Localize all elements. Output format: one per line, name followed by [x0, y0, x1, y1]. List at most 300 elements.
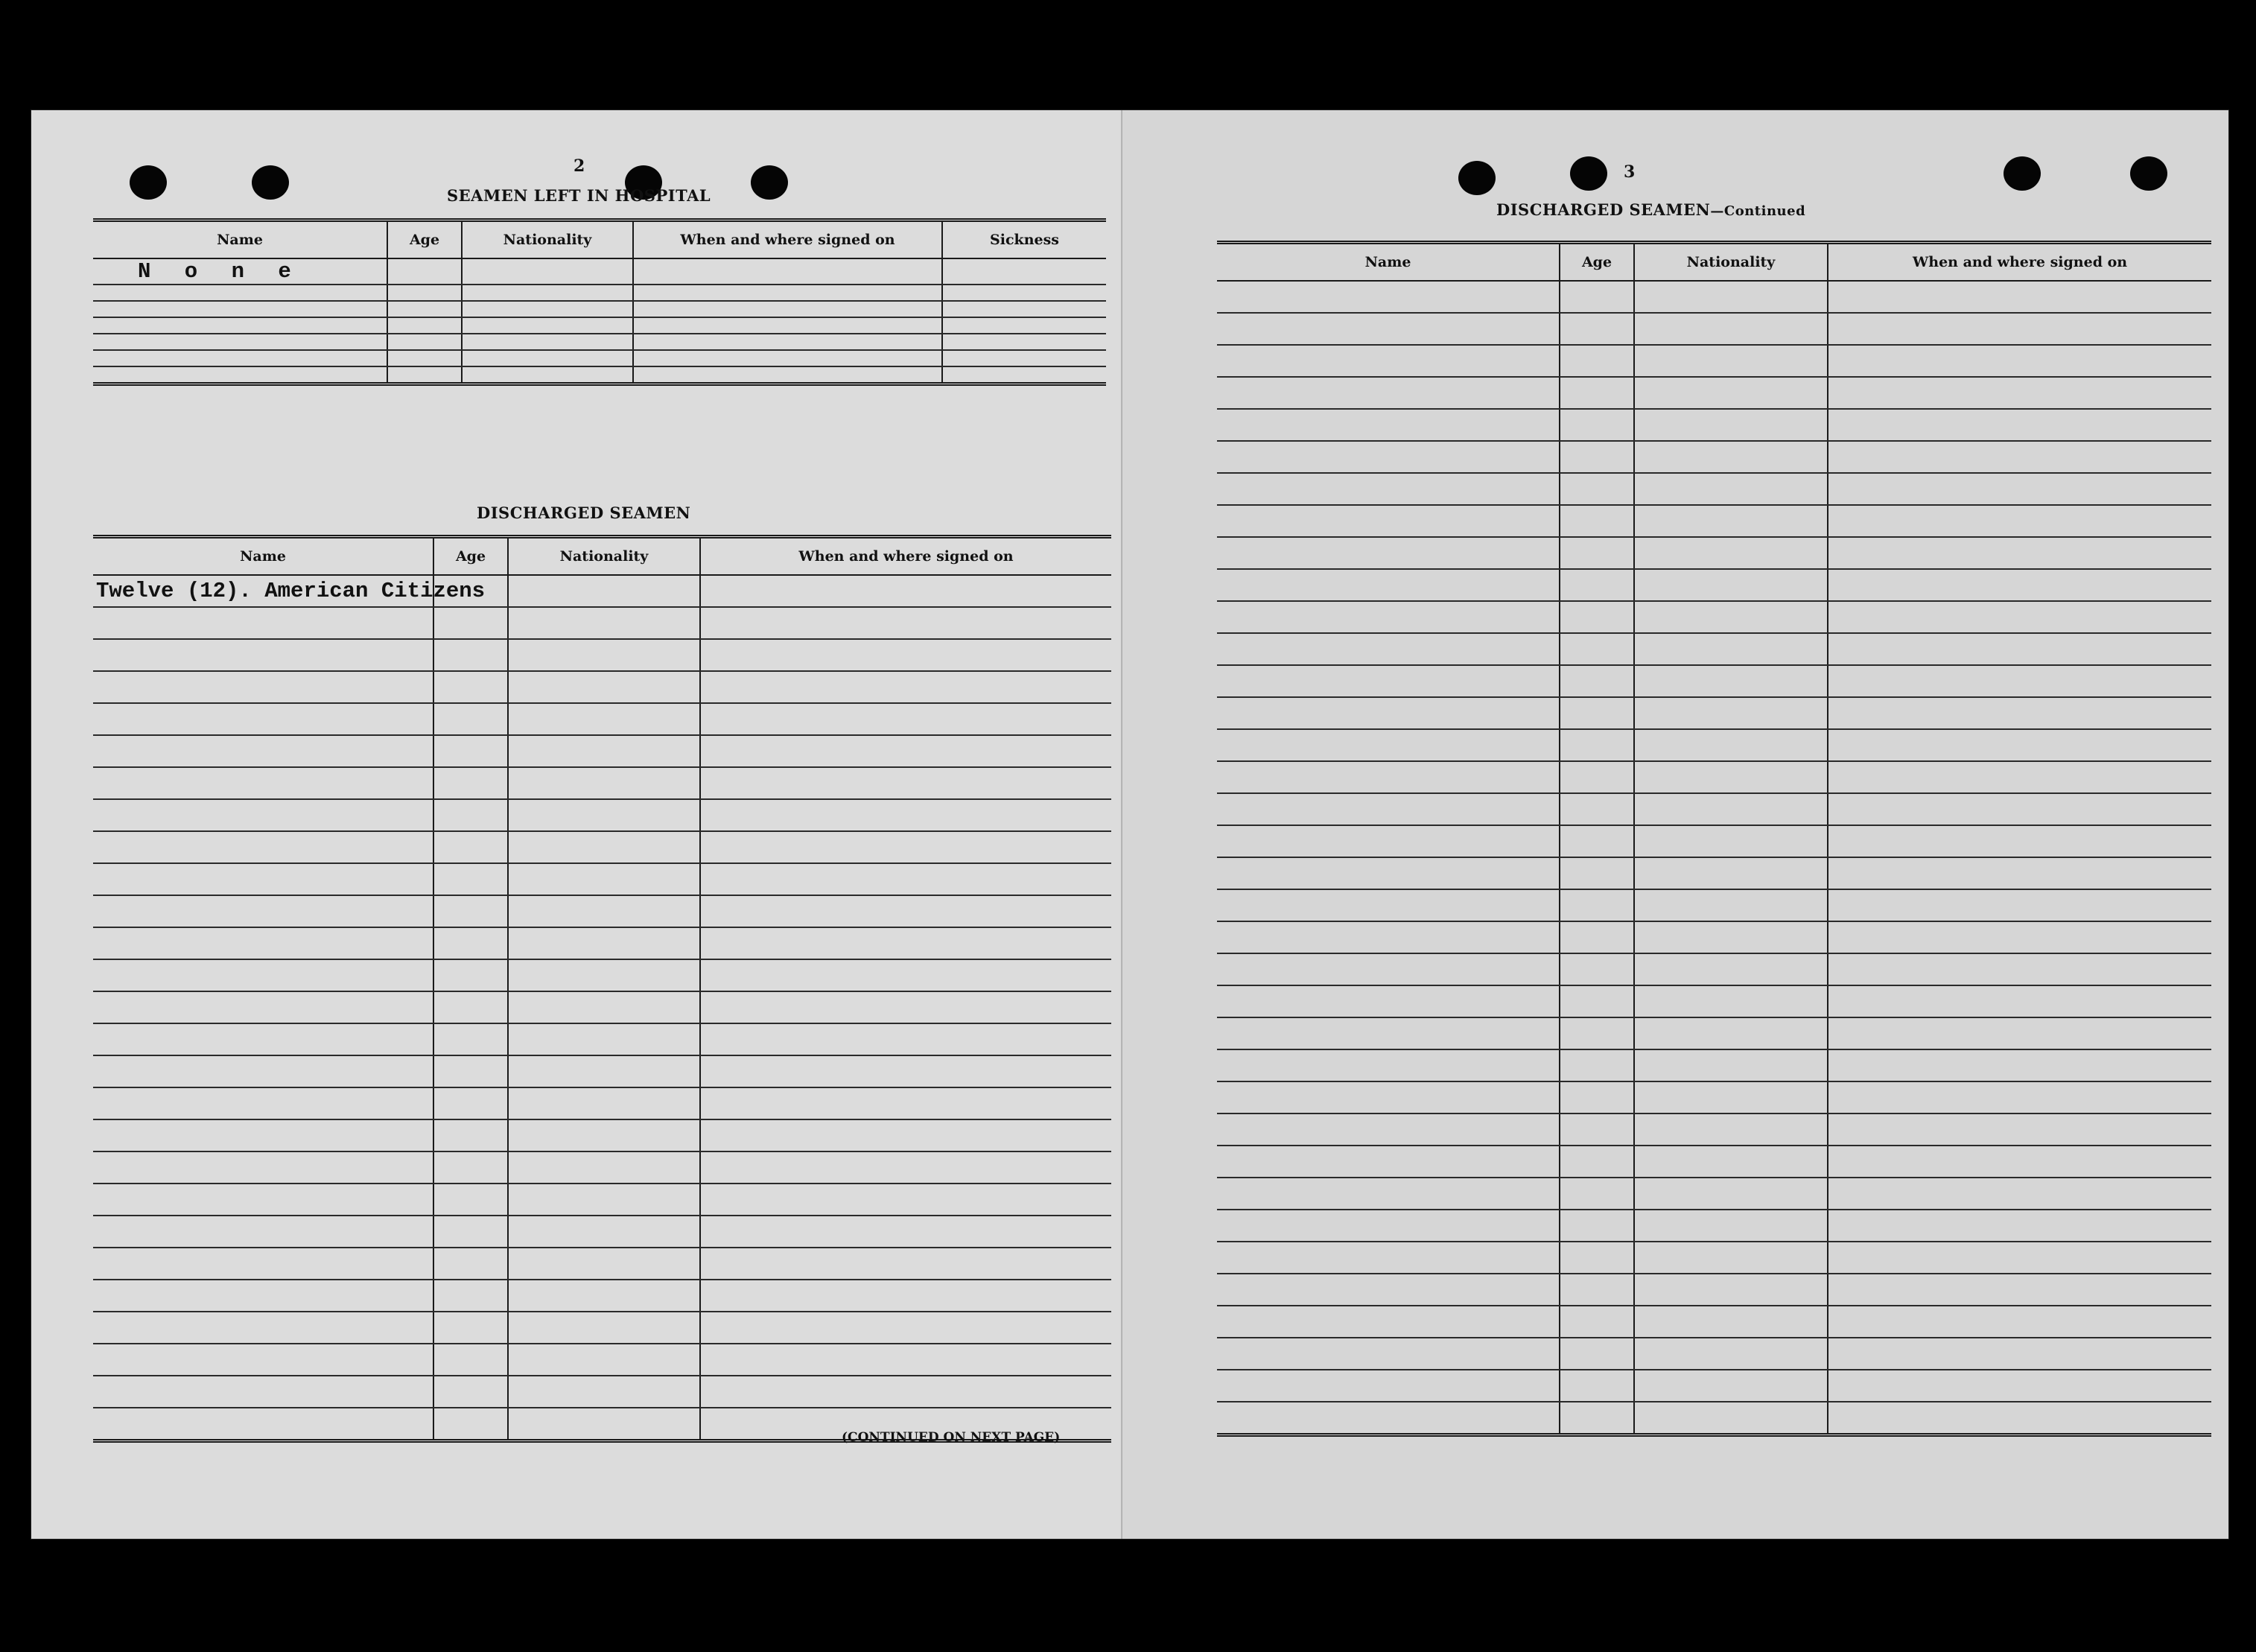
table-cell: [1828, 441, 2211, 473]
table-cell: [433, 959, 508, 991]
table-cell: [1634, 569, 1828, 601]
table-cell: [93, 1216, 433, 1248]
table-cell: [387, 334, 462, 350]
col-header-nationality: Nationality: [1634, 243, 1828, 282]
table-cell: [1560, 505, 1634, 537]
table-row: [1217, 601, 2211, 633]
table-cell: [1634, 1081, 1828, 1113]
table-cell: [93, 1376, 433, 1408]
table-row: [93, 1280, 1111, 1312]
table-cell: [1634, 1146, 1828, 1178]
table-cell: [1217, 1306, 1560, 1338]
table-cell: [93, 671, 433, 703]
table-cell: [1828, 281, 2211, 313]
table-cell: [1828, 985, 2211, 1017]
table-cell: [1634, 1370, 1828, 1402]
table-cell: [433, 799, 508, 831]
table-cell: [1634, 505, 1828, 537]
table-cell: [1560, 569, 1634, 601]
table-cell: [1560, 601, 1634, 633]
table-cell: [1560, 377, 1634, 409]
table-row: [1217, 1274, 2211, 1306]
table-cell: [1828, 537, 2211, 569]
col-header-age: Age: [387, 220, 462, 259]
table-cell: [508, 831, 700, 863]
table-cell: [1634, 921, 1828, 953]
table-cell: [462, 258, 633, 285]
table-cell: [1634, 409, 1828, 441]
table-cell: [1560, 1370, 1634, 1402]
table-cell: [462, 334, 633, 350]
table-row: [93, 991, 1111, 1023]
table-cell: [1828, 569, 2211, 601]
table-cell: [508, 1344, 700, 1376]
table-cell: [462, 285, 633, 301]
table-cell: [1560, 697, 1634, 729]
table-cell: [1217, 889, 1560, 921]
table-cell: [93, 831, 433, 863]
table-row: [93, 1184, 1111, 1216]
table-cell: [508, 1216, 700, 1248]
table-cell: [700, 735, 1111, 767]
table-cell: [1828, 473, 2211, 505]
table-cell: [1828, 1370, 2211, 1402]
table-cell: [1634, 793, 1828, 825]
table-cell: [1217, 313, 1560, 345]
table-cell: [1828, 1242, 2211, 1274]
table-cell: [1828, 1017, 2211, 1049]
table-row: [1217, 665, 2211, 697]
table-cell: [1560, 345, 1634, 377]
table-row: [1217, 345, 2211, 377]
table-cell: [633, 285, 942, 301]
table-row: [93, 285, 1106, 301]
punch-hole: [1458, 161, 1496, 195]
table-cell: [1217, 1146, 1560, 1178]
table-cell: [942, 366, 1106, 384]
table-cell: [1217, 665, 1560, 697]
table-cell: [433, 703, 508, 735]
table-cell: [1560, 281, 1634, 313]
table-cell: [1634, 1338, 1828, 1370]
table-cell: [93, 895, 433, 927]
discharged-continued-title: [1496, 200, 1805, 219]
table-cell: [700, 927, 1111, 959]
table-cell: [1217, 793, 1560, 825]
table-row: [93, 1312, 1111, 1344]
discharged-continued-table: [1217, 241, 2211, 1437]
punch-hole: [252, 165, 289, 200]
table-cell: [1634, 729, 1828, 761]
discharged-section-title: DISCHARGED SEAMEN: [477, 503, 691, 522]
table-cell: [1828, 889, 2211, 921]
table-row: [93, 1216, 1111, 1248]
table-row: [1217, 569, 2211, 601]
table-cell: [1634, 889, 1828, 921]
table-row: [93, 671, 1111, 703]
table-cell: [1217, 345, 1560, 377]
table-cell: [508, 927, 700, 959]
punch-hole: [751, 165, 788, 200]
col-header-sickness: Sickness: [942, 220, 1106, 259]
table-cell: [633, 366, 942, 384]
table-cell: [1634, 345, 1828, 377]
table-cell: [1634, 1242, 1828, 1274]
table-cell: [508, 1151, 700, 1184]
table-cell: [433, 1216, 508, 1248]
hospital-header-row: [93, 220, 1106, 259]
table-cell: [700, 1216, 1111, 1248]
table-row: [1217, 697, 2211, 729]
table-cell: [1634, 601, 1828, 633]
table-cell: [1560, 985, 1634, 1017]
table-cell: [93, 301, 387, 317]
table-row: [1217, 505, 2211, 537]
table-cell: [700, 767, 1111, 799]
table-cell: [93, 991, 433, 1023]
table-cell: [433, 1023, 508, 1055]
table-cell: [700, 1312, 1111, 1344]
table-cell: [93, 927, 433, 959]
table-cell: [1217, 377, 1560, 409]
table-row: [93, 831, 1111, 863]
table-cell: [93, 799, 433, 831]
table-cell: [1217, 1113, 1560, 1146]
table-cell: [1828, 1210, 2211, 1242]
table-cell: [93, 703, 433, 735]
table-cell: [1217, 473, 1560, 505]
table-cell: [433, 1151, 508, 1184]
table-cell: [1828, 697, 2211, 729]
table-row: [1217, 1178, 2211, 1210]
table-cell: [508, 1312, 700, 1344]
table-cell: [1560, 633, 1634, 665]
table-cell: [93, 863, 433, 895]
table-cell: [1634, 1210, 1828, 1242]
table-cell: [1217, 1402, 1560, 1435]
table-cell: [508, 575, 700, 607]
table-cell: [1217, 441, 1560, 473]
table-cell: [1560, 1017, 1634, 1049]
table-cell: [508, 1408, 700, 1441]
table-row: [93, 799, 1111, 831]
table-cell: [1634, 825, 1828, 857]
table-cell: [93, 1184, 433, 1216]
table-cell: [93, 350, 387, 366]
table-cell: [1560, 1402, 1634, 1435]
table-cell: [387, 301, 462, 317]
table-cell: [1828, 1306, 2211, 1338]
col-header-age: Age: [433, 537, 508, 576]
table-cell: [93, 1248, 433, 1280]
table-cell: [1634, 761, 1828, 793]
table-cell: [1634, 697, 1828, 729]
table-cell: [700, 1184, 1111, 1216]
table-row: [1217, 953, 2211, 985]
table-cell: [508, 895, 700, 927]
table-row: [93, 767, 1111, 799]
hospital-section-title: SEAMEN LEFT IN HOSPITAL: [447, 186, 711, 205]
table-cell: [942, 258, 1106, 285]
table-row: [93, 959, 1111, 991]
table-cell: [433, 1184, 508, 1216]
table-row: [1217, 921, 2211, 953]
table-cell: [1634, 857, 1828, 889]
table-cell: [1828, 921, 2211, 953]
punch-hole: [1570, 156, 1607, 191]
table-cell: [508, 735, 700, 767]
table-cell: [1217, 505, 1560, 537]
table-cell: [508, 671, 700, 703]
table-row: [93, 317, 1106, 334]
table-row: [93, 735, 1111, 767]
table-cell: [1217, 1081, 1560, 1113]
table-cell: [1828, 857, 2211, 889]
table-row: [1217, 1146, 2211, 1178]
col-header-name: Name: [93, 220, 387, 259]
table-cell: [433, 639, 508, 671]
table-cell: [1560, 857, 1634, 889]
table-cell: [1560, 825, 1634, 857]
table-row: [93, 1151, 1111, 1184]
table-cell: [433, 607, 508, 639]
table-cell: [1560, 953, 1634, 985]
table-row: [93, 1376, 1111, 1408]
table-cell: [700, 991, 1111, 1023]
table-cell: [1634, 1113, 1828, 1146]
table-cell: [93, 1151, 433, 1184]
table-cell: [508, 1119, 700, 1151]
table-cell: [508, 767, 700, 799]
table-row: [1217, 985, 2211, 1017]
table-cell: [1828, 601, 2211, 633]
table-cell: [433, 895, 508, 927]
table-row: [93, 927, 1111, 959]
table-row: [93, 575, 1111, 607]
table-row: [93, 895, 1111, 927]
table-cell: [1560, 1338, 1634, 1370]
table-cell: [1560, 473, 1634, 505]
table-cell: [1217, 729, 1560, 761]
table-cell: [1560, 1178, 1634, 1210]
table-cell: [1828, 345, 2211, 377]
table-cell: [1634, 1178, 1828, 1210]
table-cell: [700, 1119, 1111, 1151]
table-cell: [1634, 473, 1828, 505]
table-cell: [462, 301, 633, 317]
table-cell: [700, 1376, 1111, 1408]
table-cell: [633, 350, 942, 366]
table-cell: [433, 671, 508, 703]
table-row: [93, 366, 1106, 384]
table-cell: [508, 607, 700, 639]
left-page: [31, 110, 1122, 1539]
punch-hole: [2004, 156, 2041, 191]
table-cell: [1217, 633, 1560, 665]
table-cell: [433, 735, 508, 767]
table-cell: [433, 1087, 508, 1119]
table-row: [1217, 1049, 2211, 1081]
table-cell: [433, 767, 508, 799]
table-cell: [1560, 1306, 1634, 1338]
table-cell: [633, 317, 942, 334]
right-page: [1122, 110, 2228, 1539]
table-cell: [1634, 441, 1828, 473]
table-cell: [1828, 1402, 2211, 1435]
table-cell: [700, 1087, 1111, 1119]
table-cell: [93, 1119, 433, 1151]
table-cell: [1634, 1306, 1828, 1338]
table-cell: [93, 366, 387, 384]
table-cell: [942, 350, 1106, 366]
table-row: [93, 639, 1111, 671]
table-cell: [93, 959, 433, 991]
table-cell: [1560, 921, 1634, 953]
discharged-continued-rows: [1217, 281, 2211, 1435]
table-row: [1217, 729, 2211, 761]
table-cell: [1560, 409, 1634, 441]
table-cell: [433, 1248, 508, 1280]
table-cell: [1560, 1210, 1634, 1242]
table-cell: [93, 334, 387, 350]
continued-note: (CONTINUED ON NEXT PAGE): [842, 1430, 1061, 1445]
table-cell: [700, 863, 1111, 895]
table-row: [1217, 1113, 2211, 1146]
table-cell: [1560, 1146, 1634, 1178]
table-row: [1217, 1017, 2211, 1049]
table-cell: [93, 767, 433, 799]
table-cell: [433, 1280, 508, 1312]
table-cell: [1828, 633, 2211, 665]
table-cell: [1217, 1370, 1560, 1402]
punch-hole: [2130, 156, 2167, 191]
table-cell: [1560, 793, 1634, 825]
table-cell: [700, 799, 1111, 831]
table-cell: [93, 1312, 433, 1344]
table-cell: [1560, 665, 1634, 697]
table-cell: [633, 301, 942, 317]
table-cell: [508, 991, 700, 1023]
table-cell: [433, 991, 508, 1023]
table-row: [93, 863, 1111, 895]
table-cell: [433, 927, 508, 959]
table-cell: [1828, 1178, 2211, 1210]
table-cell: [1217, 601, 1560, 633]
table-cell: [508, 703, 700, 735]
table-cell: [1217, 953, 1560, 985]
table-cell: [93, 735, 433, 767]
table-row: [93, 301, 1106, 317]
table-cell: [508, 639, 700, 671]
table-cell: [93, 1408, 433, 1441]
table-cell: [942, 317, 1106, 334]
table-cell: [1217, 1178, 1560, 1210]
typed-entry: N o n e: [93, 258, 387, 285]
table-cell: [942, 334, 1106, 350]
table-row: [1217, 825, 2211, 857]
page-number: 3: [1624, 162, 1636, 182]
table-cell: [1634, 1402, 1828, 1435]
table-cell: [1217, 281, 1560, 313]
table-cell: [1828, 1113, 2211, 1146]
table-row: [93, 1055, 1111, 1087]
table-cell: [508, 1376, 700, 1408]
table-cell: [1560, 1049, 1634, 1081]
table-cell: [633, 334, 942, 350]
col-header-signed-on: When and where signed on: [633, 220, 942, 259]
table-cell: [1217, 1017, 1560, 1049]
table-cell: [93, 1023, 433, 1055]
table-row: [1217, 857, 2211, 889]
table-row: [1217, 633, 2211, 665]
table-cell: [1560, 761, 1634, 793]
table-cell: [1217, 1049, 1560, 1081]
table-cell: [1560, 1113, 1634, 1146]
table-row: [93, 607, 1111, 639]
table-row: [1217, 793, 2211, 825]
col-header-signed-on: When and where signed on: [1828, 243, 2211, 282]
table-cell: [1560, 1081, 1634, 1113]
table-cell: [1828, 1081, 2211, 1113]
table-cell: [462, 366, 633, 384]
table-cell: [1217, 697, 1560, 729]
table-cell: [1217, 921, 1560, 953]
table-row: [93, 1344, 1111, 1376]
table-cell: [1828, 377, 2211, 409]
table-cell: [1828, 825, 2211, 857]
table-cell: [1828, 793, 2211, 825]
table-cell: [433, 831, 508, 863]
table-cell: [93, 1087, 433, 1119]
table-cell: [1634, 537, 1828, 569]
table-cell: [508, 1184, 700, 1216]
table-cell: [1828, 1338, 2211, 1370]
table-cell: [433, 1312, 508, 1344]
table-cell: [1828, 953, 2211, 985]
table-cell: [1217, 1274, 1560, 1306]
table-cell: [700, 1151, 1111, 1184]
col-header-nationality: Nationality: [462, 220, 633, 259]
table-cell: [508, 799, 700, 831]
table-cell: [1634, 665, 1828, 697]
table-row: [93, 1087, 1111, 1119]
table-row: [93, 1119, 1111, 1151]
table-cell: [508, 959, 700, 991]
table-row: [93, 258, 1106, 285]
table-cell: [93, 1055, 433, 1087]
table-cell: [1634, 1274, 1828, 1306]
table-row: [1217, 441, 2211, 473]
table-row: [1217, 473, 2211, 505]
table-cell: [433, 1408, 508, 1441]
table-cell: [1828, 665, 2211, 697]
table-cell: [633, 258, 942, 285]
table-row: [1217, 1338, 2211, 1370]
table-row: [1217, 1210, 2211, 1242]
table-cell: [1560, 313, 1634, 345]
table-cell: [1828, 1146, 2211, 1178]
table-row: [1217, 1306, 2211, 1338]
table-row: [1217, 1242, 2211, 1274]
table-cell: [700, 1023, 1111, 1055]
title-suffix: —Continued: [1710, 203, 1806, 219]
table-cell: [1217, 1210, 1560, 1242]
discharged-table: [93, 535, 1111, 1443]
table-cell: [1560, 1274, 1634, 1306]
col-header-name: Name: [93, 537, 433, 576]
table-cell: [93, 607, 433, 639]
table-cell: [1828, 409, 2211, 441]
